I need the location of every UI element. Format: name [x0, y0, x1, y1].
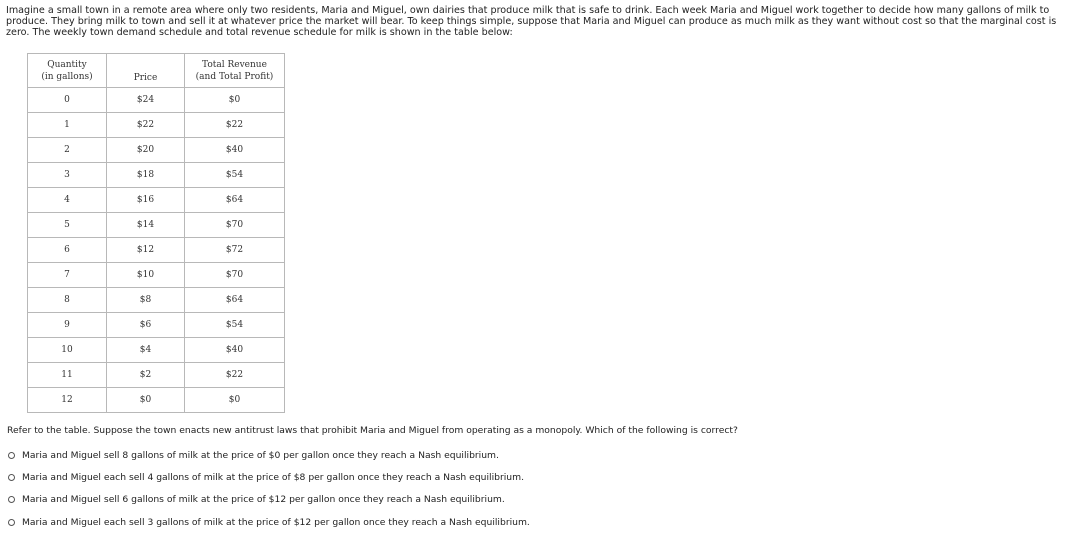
- quantity-cell: 12: [28, 388, 107, 413]
- table-row: [28, 263, 285, 288]
- answer-option-label: Maria and Miguel sell 8 gallons of milk at the price of $0 per gallon once they reach a Nash equilibrium.: [22, 449, 499, 461]
- revenue-cell: $54: [185, 313, 285, 338]
- revenue-cell: $64: [185, 288, 285, 313]
- revenue-cell: $22: [185, 363, 285, 388]
- revenue-cell: $0: [185, 88, 285, 113]
- table-header-row: [28, 54, 285, 88]
- price-cell: $12: [107, 238, 185, 263]
- answer-option-4[interactable]: [8, 511, 530, 533]
- quantity-cell: 5: [28, 213, 107, 238]
- table-row: [28, 88, 285, 113]
- revenue-cell: $70: [185, 213, 285, 238]
- price-header-label: Price: [133, 72, 158, 83]
- price-cell: $14: [107, 213, 185, 238]
- quantity-cell: 6: [28, 238, 107, 263]
- revenue-cell: $70: [185, 263, 285, 288]
- price-cell: $8: [107, 288, 185, 313]
- problem-intro: Imagine a small town in a remote area where only two residents, Maria and Miguel, own dairies that produce milk that is safe to drink. Each week Maria and Miguel work together to decide how many gallons of milk to produce. They bring milk to town and sell it at whatever price the market will bear. To keep things simple, suppose that Maria and Miguel can produce as much milk as they want without cost so that the marginal cost is zero. The weekly town demand schedule and total revenue schedule for milk is shown in the table below:: [6, 5, 1057, 38]
- quantity-cell: 10: [28, 338, 107, 363]
- demand-schedule-table-wrap: [27, 53, 285, 413]
- quantity-cell: 3: [28, 163, 107, 188]
- quantity-cell: 11: [28, 363, 107, 388]
- demand-schedule-table: [27, 53, 285, 413]
- table-row: [28, 113, 285, 138]
- quantity-cell: 2: [28, 138, 107, 163]
- revenue-cell: $72: [185, 238, 285, 263]
- price-cell: $2: [107, 363, 185, 388]
- table-row: [28, 363, 285, 388]
- answer-options: [8, 444, 530, 533]
- table-row: [28, 138, 285, 163]
- table-row: [28, 388, 285, 413]
- radio-button[interactable]: [8, 474, 15, 481]
- answer-option-2[interactable]: [8, 466, 530, 488]
- quantity-header-line1: Quantity: [47, 59, 87, 70]
- answer-option-1[interactable]: [8, 444, 530, 466]
- quantity-cell: 9: [28, 313, 107, 338]
- answer-option-label: Maria and Miguel each sell 3 gallons of milk at the price of $12 per gallon once they reach a Nash equilibrium.: [22, 516, 530, 528]
- price-cell: $20: [107, 138, 185, 163]
- table-row: [28, 338, 285, 363]
- table-row: [28, 163, 285, 188]
- answer-option-3[interactable]: [8, 489, 530, 511]
- revenue-header-line2: (and Total Profit): [195, 71, 274, 82]
- revenue-cell: $64: [185, 188, 285, 213]
- price-cell: $18: [107, 163, 185, 188]
- table-row: [28, 288, 285, 313]
- quantity-header: [28, 54, 107, 88]
- quantity-cell: 7: [28, 263, 107, 288]
- price-header: [107, 54, 185, 88]
- revenue-cell: $54: [185, 163, 285, 188]
- table-row: [28, 188, 285, 213]
- quantity-cell: 4: [28, 188, 107, 213]
- quantity-cell: 8: [28, 288, 107, 313]
- revenue-header-line1: Total Revenue: [202, 59, 267, 70]
- answer-option-label: Maria and Miguel sell 6 gallons of milk at the price of $12 per gallon once they reach a Nash equilibrium.: [22, 494, 505, 506]
- revenue-cell: $22: [185, 113, 285, 138]
- table-row: [28, 213, 285, 238]
- price-cell: $16: [107, 188, 185, 213]
- price-cell: $4: [107, 338, 185, 363]
- revenue-cell: $40: [185, 138, 285, 163]
- revenue-cell: $40: [185, 338, 285, 363]
- table-row: [28, 238, 285, 263]
- price-cell: $24: [107, 88, 185, 113]
- revenue-header: [185, 54, 285, 88]
- radio-button[interactable]: [8, 496, 15, 503]
- quantity-header-line2: (in gallons): [41, 71, 93, 82]
- radio-button[interactable]: [8, 452, 15, 459]
- question-text: Refer to the table. Suppose the town enacts new antitrust laws that prohibit Maria and Miguel from operating as a monopoly. Which of the following is correct?: [7, 425, 738, 436]
- price-cell: $10: [107, 263, 185, 288]
- revenue-cell: $0: [185, 388, 285, 413]
- price-cell: $0: [107, 388, 185, 413]
- table-body: [28, 88, 285, 413]
- answer-option-label: Maria and Miguel each sell 4 gallons of milk at the price of $8 per gallon once they reach a Nash equilibrium.: [22, 471, 524, 483]
- price-cell: $6: [107, 313, 185, 338]
- radio-button[interactable]: [8, 519, 15, 526]
- table-row: [28, 313, 285, 338]
- quantity-cell: 1: [28, 113, 107, 138]
- price-cell: $22: [107, 113, 185, 138]
- quantity-cell: 0: [28, 88, 107, 113]
